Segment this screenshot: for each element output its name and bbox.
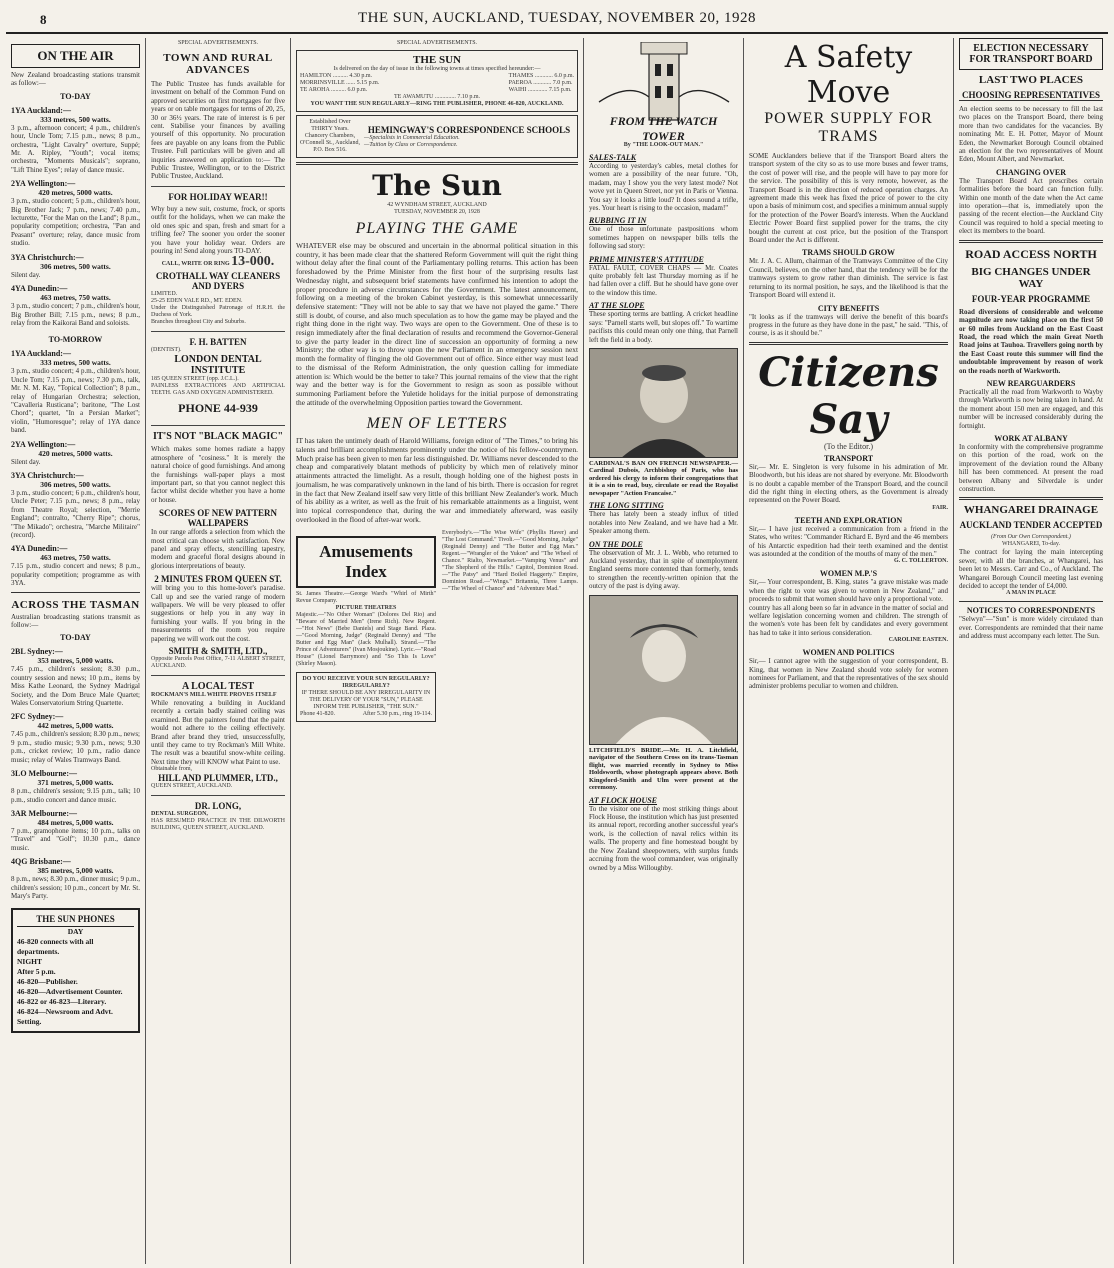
do-you-receive: DO YOU RECEIVE YOUR SUN REGULARLY? IRREGULARLY? xyxy=(302,676,430,690)
station-programme: 3 p.m., studio concert; 7 p.m., children's hour, Big Brother Bill; 7.15 p.m., news; 8 p.m., relay from the Kaikorai Band and soloists. xyxy=(11,302,140,327)
wt-section-text: One of those unfortunate pastpositions whom sometimes happen on newspaper bills tells the following sad story: xyxy=(589,225,738,251)
election-headline: ELECTION NECESSARY FOR TRANSPORT BOARD xyxy=(959,38,1103,70)
station-name: 2YA Wellington:— xyxy=(11,179,76,189)
road-p4: Practically all the road from Warkworth to Wayby through Warkworth is now being taken in hand. At the moment about 150 men are engaged, and this number will be increased considerably during the fortnight. xyxy=(959,387,1103,430)
road-p5: In conformity with the comprehensive programme on this portion of the road, work on the improvement of the deviation round the Albany hill has been commenced. At present the road between Albany and Silverdale is under construction. xyxy=(959,442,1103,493)
station-programme: 8 p.m., news; 8.30 p.m., dinner music; 9 p.m., children's session; 10 p.m., concert by Mr. St. Mary's Party. xyxy=(11,875,140,900)
tender-accepted: AUCKLAND TENDER ACCEPTED xyxy=(959,520,1103,531)
sun-phones-line: 46-824—Newsroom and Advt. Setting. xyxy=(17,1007,113,1027)
hill-plummer-address: QUEEN STREET, AUCKLAND. xyxy=(151,783,233,790)
theatres-right: Everybody's.—"The Wise Wife" (Phyllis Haver) and "The Lost Command." Tivoli.—"Good Morning, Judge" (Reginald Denny) and "The Butter and Egg Man." Regent.—"Wrangler of the Yukon" and "The Wheel of Chance." Rialto, Newmarket.—"Vamping Venus" and "The Shepherd of the Hills." Capitol, Dominion Road.—"The Patsy" and "Hard Boiled Haggerty." Empire, Dominion Road.—"Wings." Britannia, Three Lamps.—"The Wheel of Chance" and "Adventure Mad." xyxy=(442,530,578,593)
page-number: 8 xyxy=(40,12,47,27)
batten-services: PAINLESS EXTRACTIONS AND ARTIFICIAL TEETH. GAS AND OXYGEN ADMINISTERED. xyxy=(151,383,285,397)
te-awamutu: TE AWAMUTU .............. 7.10 p.m. xyxy=(393,94,480,100)
transport-body: Sir,— Mr. E. Singleton is very fulsome in his admiration of Mr. Bloodworth, but his ideas are not shared by everyone. Mr. Bloodworth is no doubt a capable member of the Transport Board, and the council did the right thing in electing others, as the Government is already represented on the Power Board. xyxy=(749,462,948,505)
wt-section-text: There has lately been a steady influx of titled notables into New Zealand, and we have had a Mr. Speaker among them. xyxy=(589,510,738,536)
sun-phones-line: 46-822 or 46-823—Literary. xyxy=(17,997,107,1007)
sun-logo: The Sun xyxy=(372,169,502,202)
citizens-sub: (To the Editor.) xyxy=(824,441,873,451)
station-programme: Silent day. xyxy=(11,457,41,466)
special-ads-header: SPECIAL ADVERTISEMENTS. xyxy=(177,40,259,46)
bride-caption: LITCHFIELD'S BRIDE.—Mr. H. A. Litchfield, navigator of the Southern Cross on its trans-Tasman flight, was married recently in Sydney to Miss Holdsworth, whose photograph appears above. Both Kingsford-Smith and Ulm were present at the ceremony. xyxy=(589,746,738,792)
batten-phone: PHONE 44-939 xyxy=(178,401,258,416)
city-benefits-body: "It looks as if the tramways will derive the benefit of this board's progress in the future as they have done in the past," he said. "This, of course, is as it should be." xyxy=(749,312,948,338)
amusements-right xyxy=(442,530,578,668)
station-name: 3AR Melbourne:— xyxy=(11,808,77,818)
holiday-branches: Branches throughout City and Suburbs. xyxy=(151,319,246,326)
sun-address: 42 WYNDHAM STREET, AUCKLAND xyxy=(387,202,487,208)
hemingway-lines xyxy=(364,135,574,149)
black-magic-text: Which makes some homes radiate a happy atmosphere of "cosiness." It is merely the natural choice of good furnishings. And among the furnishings wall-paper plays a most important part, so that you cannot neglect this factor whilst decide whether you have a home or house. xyxy=(151,445,285,504)
cardinal-photo xyxy=(589,348,738,458)
black-magic-title2: SCORES OF NEW PATTERN WALLPAPERS xyxy=(159,508,277,529)
station-watts: 385 metres, 5,000 watts. xyxy=(37,866,114,876)
tasman-intro: Australian broadcasting stations transmit as follow:— xyxy=(11,612,140,630)
holiday-text: Why buy a new suit, costume, frock, or sports outfit for the holidays, when we can make the old ones spic and span, fresh and smart for a trifling fee? The sooner you order the sooner you have your holiday wear. Orders are pouring in! Send along yours TO-DAY. xyxy=(151,204,285,255)
town-rural-text: The Public Trustee has funds available for investment on behalf of the Common Fund on approved securities on first mortgages for five years or on table mortgages for terms of 20, 25, 30 or 36½ years. The rate of interest is 6 per cent. Stabilise your finances by availing yourself of this opportunity. No procuration fees are payable on any loans from the Public Trustee. Full particulars will be given and all inquiries answered on application to:— The Public Trustee, Wellington, or to the District Public Trustee, Auckland. xyxy=(151,80,285,181)
batten-address: 185 QUEEN STREET (opp. J.C.L.). xyxy=(151,376,239,383)
tasman-today: TO-DAY xyxy=(60,633,91,643)
station-watts: 306 metres, 500 watts. xyxy=(40,261,111,271)
hemingway-line: —Specialists in Commercial Education. xyxy=(364,134,460,141)
radio-column xyxy=(6,38,146,1264)
station-name: 2YA Wellington:— xyxy=(11,439,76,449)
town-time: HAMILTON .......... 4.30 p.m. xyxy=(300,73,373,79)
masthead xyxy=(6,4,1108,34)
towns-left xyxy=(300,73,379,94)
wt-section-text: The observation of Mr. J. L. Webb, who returned to Auckland yesterday, that in spite of unemployment England seems more contented than formerly, tends to strengthen the recently-written opinion that the outcry of the past is dying away. xyxy=(589,548,738,591)
wt-section-text: To the visitor one of the most striking things about Flock House, the institution which has just presented its annual report, recording another successful year's work, is the collection of naval relics within its walls. The property and fine homestead bought by the New Zealand sheepowners, with surplus funds accruing from the wool commandeer, was originally owned by a Miss Willoughby. xyxy=(589,804,738,872)
wt-section-sales xyxy=(589,153,738,212)
whangarei-today: WHANGAREI, To-day. xyxy=(1002,541,1060,548)
wt-section-heading: AT FLOCK HOUSE xyxy=(589,795,658,805)
last-two-places: LAST TWO PLACES xyxy=(978,74,1084,86)
theatres-left: Majestic.—"No Other Woman" (Dolores Del Rio) and "Beware of Married Men" (Irene Rich). New Regent.—"Hot News" (Bebe Daniels) and Stage Band. Plaza.—"Good Morning, Judge" (Reginald Denny) and "The Butter and Egg Man" (Jack Mulhall). Strand.—"The Prince of Adventurers" (Ivan Mosjoukine). Lyric.—"Road House" (Lionel Barrymore) and "So This Is Love" (Shirley Mason). xyxy=(296,612,436,668)
wt-section-text: These sporting terms are battling. A cricket headline says: "Parnell starts well, but slopes off." To wartime pacifists this could mean only one thing, that Parnell left the field in a body. xyxy=(589,310,738,344)
wt-section-text: According to yesterday's cables, metal clothes for women are a possibility of the near future. "Oh, madam, may I show you the very latest mode? Not wove yet in Queen Street, nor yet in Paris or Vienna. You say it looks a little loud? It does sound a trifle, yes. Your heart is rising to the occasion, madam!" xyxy=(589,162,738,213)
editorial-column xyxy=(291,38,584,1264)
leader-body: WHATEVER else may be obscured and uncertain in the abnormal political situation in this country, it has been made clear that the shattered Reform Government will quit the right thing without delay after the final count of the Parliamentary polling returns. This action has been foreshadowed by the Prime Minister from the first hour of the surprising results last Wednesday night, and subsequent brief statements have confirmed his intention to adopt the proper procedure in adverse circumstances for the Government. The latest announcement, following on a meeting of the broken Cabinet yesterday, is this somewhat unnecessarily defensive statement: "They will not be able to say that we have not played the game." There still is doubt, of course, and also much speculation as to how the game may be played and the right thing done in the right way. Two ways are open to the Government. One of these is to resign immediately after the final declaration of results and recommend the Governor-General to give the party leader in the direct line of succession an opportunity of forming a new Ministry; the other way is to throw upon the new Parliament in an emergency session next month the formality of flinging the old Government out of office. Since either way must lead to the dismissal of the Reform Administration, the only question calling for immediate attention is: Which would be the better to take? This journal remains of the view that the right way and the better way is for the Government to resign as soon as possible without summoning Parliament before the Yuletide holidays for the initial purpose of demonstrating the attitude of the overwhelming Opposition parties toward the Government. xyxy=(296,241,578,407)
four-year: FOUR-YEAR PROGRAMME xyxy=(971,293,1091,304)
dr-long-ad xyxy=(151,796,285,837)
station-watts: 463 metres, 750 watts. xyxy=(40,293,111,303)
country-sign: CAROLINE EASTEN. xyxy=(888,637,948,644)
cardinal-caption: CARDINAL'S BAN ON FRENCH NEWSPAPER.—Cardinal Dubois, Archbishop of Paris, who has ordered his clergy to inform their congregations that it is a sin to read, buy, circulate or read the Royalist newspaper "Action Francaise." xyxy=(589,459,738,497)
batten-name: F. H. BATTEN xyxy=(189,337,247,348)
dr-long-text: HAS RESUMED PRACTICE IN THE DILWORTH BUILDING, QUEEN STREET, AUCKLAND. xyxy=(151,818,285,832)
wt-section-heading: AT THE SLOPE xyxy=(589,301,645,311)
man-in-place: A MAN IN PLACE xyxy=(1006,590,1056,597)
new-rearguarders: NEW REARGUARDERS xyxy=(986,378,1076,388)
trams-grow-head: TRAMS SHOULD GROW xyxy=(802,248,895,258)
mps-head: WOMEN M.P.'S xyxy=(819,569,878,579)
road-access-north: ROAD ACCESS NORTH xyxy=(965,246,1097,261)
sun-want: YOU WANT THE SUN REGULARLY—RING THE PUBLISHER, PHONE 46-820, AUCKLAND. xyxy=(310,101,564,107)
station-watts: 420 metres, 5000 watts. xyxy=(38,448,113,458)
station-watts: 333 metres, 500 watts. xyxy=(40,114,111,124)
wt-section-sitting xyxy=(589,501,738,535)
bride-portrait-icon xyxy=(590,596,738,745)
wt-section-heading: SALES-TALK xyxy=(589,153,637,162)
station-name: 2FC Sydney:— xyxy=(11,712,64,722)
station-name: 4YA Dunedin:— xyxy=(11,544,68,554)
station-watts: 463 metres, 750 watts. xyxy=(40,553,111,563)
hemingway-right xyxy=(364,125,574,149)
station-watts: 306 metres, 500 watts. xyxy=(40,479,111,489)
station-programme: 3 p.m., studio concert; 5 p.m., children's hour, Big Brother Jack; 7 p.m., news; 7.40 p.m., lecturette, "For the Man on the Land"; 8 p.m., popularity competition; orchestra, "Pan and Peasant" overture; relay, dance music from studio. xyxy=(11,197,140,248)
ads-column xyxy=(146,38,291,1264)
wt-section-slope xyxy=(589,301,738,344)
radio-tomorrow: TO-MORROW xyxy=(48,335,103,345)
sun-delivery-title: THE SUN xyxy=(413,54,461,66)
hemingway-left-line: Established Over THIRTY Years. xyxy=(309,119,351,132)
wt-section-text: FATAL FAULT, COVER CHAPS — Mr. Coates quite probably felt last Thursday morning as if he had fallen over a cliff. But he should have gone over to the window this time. xyxy=(589,263,738,297)
town-time: PAEROA ............ 7.0 p.m. xyxy=(508,80,573,86)
hemingway-left xyxy=(300,119,360,154)
watch-tower-logo xyxy=(589,42,738,142)
whangarei-drainage: WHANGAREI DRAINAGE xyxy=(963,504,1099,517)
mps-body: Sir,— Your correspondent, B. King, states "a grave mistake was made when the right to vote was given to women in New Zealand," and proceeds to submit that women should have only a proportional vote. xyxy=(749,578,948,604)
wt-section-heading: THE LONG SITTING xyxy=(589,501,664,511)
black-magic-text2: In our range affords a selection from which the most critical can choose with satisfaction. New panel and spray effects, stencilling tapestry, modern and graceful floral designs abound in glorious interpretations of beauty. xyxy=(151,528,285,570)
station-name: 4QG Brisbane:— xyxy=(11,857,71,867)
tasman-heading: ACROSS THE TASMAN xyxy=(11,598,140,611)
station-programme: 7.15 p.m., studio concert and news; 8 p.m., popularity competition; programme as with 3YA. xyxy=(11,562,140,588)
sun-phones-line: NIGHT xyxy=(17,957,43,967)
station-name: 3YA Christchurch:— xyxy=(11,470,84,480)
big-changes: BIG CHANGES UNDER WAY xyxy=(971,265,1091,290)
town-time: TE AROHA .......... 6.0 p.m. xyxy=(300,87,368,93)
black-magic-ad xyxy=(151,426,285,676)
men-of-letters-body: IT has taken the untimely death of Harold Williams, foreign editor of "The Times," to bring his talents and brilliant accomplishments prominently under the notice of his fellow-countrymen. Much praise has been given to men far less distinguished. Dr. Williams never descended to the cheap and comparatively blatant methods of publicity by which men of relatively minor attainments attracted the limelight. As a result, though holding one of the highest posts in journalism, he was comparatively unknown in the land of his birth. There is occasion for regret in the fact that New Zealand itself saw very little of this brilliant New Zealander's work. Much of his ability as a writer, as well as the fruit of his remarkable attainments as a linguist, went into topical correspondence that, during the war and immediately afterward, was easily overlooked in the flood of after-war work. xyxy=(296,436,578,524)
watch-tower-column xyxy=(584,38,744,1264)
notices-p7: "Selwyn"—"Sun" is more widely circulated than ever. Correspondents are reminded that their name and address must accompany each letter. The Sun. xyxy=(959,615,1103,641)
masthead-title: THE SUN, AUCKLAND, TUESDAY, NOVEMBER 20, 1928 xyxy=(357,10,757,26)
delivery-text: IF THERE SHOULD BE ANY IRREGULARITY IN THE DELIVERY OF YOUR "SUN," PLEASE INFORM THE PUBLISHER, "THE SUN." xyxy=(301,690,431,711)
station-name: 1YA Auckland:— xyxy=(11,349,71,359)
watch-tower-byline: By "THE LOOK-OUT MAN." xyxy=(623,142,704,148)
hemingway-ad xyxy=(296,115,578,158)
amusements-row xyxy=(296,530,578,668)
smith-company: SMITH & SMITH, LTD., xyxy=(168,646,268,657)
station-programme: 3 p.m., studio concert; 6 p.m., children's hour, Uncle Peter; 7.15 p.m., news; 8 p.m., relay from Theatre Royal; selection, "Merrie England"; contralto, "Cherry Ripe"; chorus, "The Mikado"; orchestra, "Marche Militaire" (record). xyxy=(11,488,140,539)
station-watts: 420 metres, 5000 watts. xyxy=(38,188,113,198)
station-watts: 442 metres, 5,000 watts. xyxy=(37,721,114,731)
station-programme: Silent day. xyxy=(11,270,41,279)
holiday-title: FOR HOLIDAY WEAR!! xyxy=(168,191,268,202)
station-programme: 7.45 p.m., children's session; 8.30 p.m., news; 9 p.m., studio music; 9.30 p.m., news; 9.30 p.m., cricket review; 10 p.m., radio dance music; relay of Wales Tramways Band. xyxy=(11,730,140,764)
station-programme: 3 p.m., studio concert; 4 p.m., children's hour, Uncle Tom; 7.15 p.m., news; 7.30 p.m., talk, Mr. N. M. Kay, "Topical Collection"; 8 p.m., relay of Hungarian Orchestra; selection, "Cavalleria Rusticana"; baritone, "The Lost Chord"; quartet, "In a Persian Market"; violin, "Humoresque"; relay of 1YA dance band. xyxy=(11,367,140,435)
station-watts: 371 metres, 5,000 watts. xyxy=(37,778,114,788)
station-watts: 353 metres, 5,000 watts. xyxy=(37,656,114,666)
sun-phones-line: 46-820—Advertisement Counter. xyxy=(17,987,123,997)
batten-institute: LONDON DENTAL INSTITUTE xyxy=(174,354,262,377)
town-time: THAMES ............ 6.0 p.m. xyxy=(508,73,574,79)
station-name: 3LO Melbourne:— xyxy=(11,769,77,779)
transport-sign: FAIR. xyxy=(932,504,948,511)
hemingway-title: HEMINGWAY'S CORRESPONDENCE SCHOOLS xyxy=(367,124,571,135)
station-programme: 3 p.m., afternoon concert; 4 p.m., children's hour, Uncle Tom; 7.15 p.m., news; 8 p.m., orchestra, "Light Cavalry" overture, Suppé; Mr. A. Ripley, "Youth"; vocal items; orchestra, "Moments Musicals"; soprano, "Lift Thine Eyes"; relay of dance music. xyxy=(11,123,140,174)
election-p1: An election seems to be necessary to fill the last two places on the Transport Board, there being more than two candidates for the vacancies. By nominating Mr. E. H. Potter, Mayor of Mount Eden, the Newmarket Borough Council obtained an election for the two representatives of Mount Eden, Mount Albert, and Newmarket. xyxy=(959,105,1103,164)
transport-head: TRANSPORT xyxy=(823,453,874,463)
station-name: 4YA Dunedin:— xyxy=(11,284,68,294)
safety-title: A Safety Move xyxy=(784,40,913,110)
station-watts: 333 metres, 500 watts. xyxy=(40,358,111,368)
local-test-sub: ROCKMAN'S MILL WHITE PROVES ITSELF xyxy=(151,692,277,699)
sun-delivery-box xyxy=(296,50,578,112)
sun-date: TUESDAY, NOVEMBER 20, 1928 xyxy=(394,209,480,215)
radio-heading: ON THE AIR xyxy=(11,44,140,68)
black-magic-title: IT'S NOT "BLACK MAGIC" xyxy=(152,431,284,443)
holiday-patronage: Under the Distinguished Patronage of H.R.H. the Duchess of York. xyxy=(151,305,285,319)
work-albany: WORK AT ALBANY xyxy=(994,433,1068,443)
radio-today: TO-DAY xyxy=(60,91,91,101)
station-name: 1YA Auckland:— xyxy=(11,105,71,115)
holiday-limited: LIMITED. xyxy=(151,291,178,298)
news-column xyxy=(954,38,1108,1264)
dr-long-title: DR. LONG, xyxy=(194,801,242,812)
sun-phones-title: THE SUN PHONES xyxy=(17,914,134,927)
station-name: 3YA Christchurch:— xyxy=(11,252,84,262)
town-time: MORRINSVILLE ...... 5.15 p.m. xyxy=(300,80,380,86)
teeth-head: TEETH AND EXPLORATION xyxy=(794,515,903,525)
smith-address: Opposite Parcels Post Office, 7-11 ALBERT STREET, AUCKLAND. xyxy=(151,656,285,670)
country-body: country has all along been so far in advance in the matter of social and welfare legislation concerning women and children. The strength of the women's vote has been felt by candidates and every government has had to take it into serious consideration. xyxy=(749,603,948,637)
sun-phones-line: 46-820—Publisher. xyxy=(17,977,78,987)
towns-right xyxy=(509,73,574,94)
citizens-title: Citizens Say xyxy=(758,348,939,443)
election-p2: The Transport Board Act prescribes certain formalities before the board can function fully. Within one month of the date when the Act came into operation—that is, immediately upon the passing of the recent election—the Auckland City Council was required to hold a special meeting to elect its members to the board. xyxy=(959,176,1103,236)
teeth-sign: G. C. TOLLERTON. xyxy=(894,558,948,565)
town-rural-title: TOWN AND RURAL ADVANCES xyxy=(163,52,273,76)
choosing-reps: CHOOSING REPRESENTATIVES xyxy=(959,90,1103,101)
local-test-obtain: Obtainable from, xyxy=(151,766,192,773)
local-test-ad xyxy=(151,676,285,796)
road-p3: Road diversions of considerable and welcome magnitude are now taking place on the first 50 or 60 miles from Auckland on the East Coast Road, the road which the main Great North Road joins at Tauhoa. Travellers going north by the East Coast route this summer will find the undoubtable improvement by reason of work on the roads north of Warkworth. xyxy=(959,307,1103,375)
wt-section-rubbing xyxy=(589,216,738,250)
women-politics-body: Sir,— I cannot agree with the suggestion of your correspondent, B. King, that women in New Zealand should vote solely for women nominees for Parliament, and that the representatives of the sex should administer problems peculiar to women and children. xyxy=(749,657,948,691)
sun-phones-lines xyxy=(17,937,134,1027)
cardinal-portrait-icon xyxy=(590,349,738,458)
dr-long-sub: DENTAL SURGEON, xyxy=(151,811,208,818)
sun-phones-line: 46-820 connects with all departments. xyxy=(17,937,94,957)
picture-theatres: PICTURE THEATRES xyxy=(335,605,397,612)
trams-grow-body: Mr. J. A. C. Allum, chairman of the Tramways Committee of the City Council, believes, on the other hand, that the tendency will be for the tramways system to grow rather than diminish. The service is fast returning to its normal position, he says, and the likelihood is that the Transport Board will extend it. xyxy=(749,257,948,300)
holiday-call: CALL, WRITE OR RING 13-000. xyxy=(161,254,275,270)
town-rural-ad xyxy=(151,47,285,187)
local-test-title: A LOCAL TEST xyxy=(181,681,255,693)
bride-photo xyxy=(589,595,738,745)
station-watts: 484 metres, 5,000 watts. xyxy=(37,817,114,827)
sun-delivery-intro: Is delivered on the day of issue in the following towns at times specified hereunder:— xyxy=(333,66,541,72)
batten-ad xyxy=(151,332,285,426)
tasman-list xyxy=(11,647,140,900)
notices-head: NOTICES TO CORRESPONDENTS xyxy=(966,606,1096,616)
women-politics-head: WOMEN AND POLITICS xyxy=(802,648,895,658)
station-programme: 7.45 p.m., children's session; 8.30 p.m., country session and news; 10 p.m., items by Miss Kathe Leonard, the Sydney Madrigal Society, and the Dom Bruce Male Quartet; Wales Conservatorium String Quartette. xyxy=(11,665,140,708)
station-name: 2BL Sydney:— xyxy=(11,647,63,657)
wt-section-pm xyxy=(589,255,738,298)
local-test-text: While renovating a building in Auckland recently a certain badly stained ceiling was examined. But the painters found that the paint would not adhere to the ceiling effectively. Brand after brand they tried, unsuccessfully, until they came to try Rockman's Mill White. The result was a beautiful snow-white ceiling. Next time they will KNOW what Paint to use. xyxy=(151,699,285,766)
changing-over: CHANGING OVER xyxy=(995,167,1066,177)
safety-body: SOME Aucklanders believe that if the Transport Board alters the transport system of the city so as to use more buses and fewer trams, the cost of power will rise, and the people will have to pay more for the service. The possibility of this is very remote, however, as the Transport Board is in the direction of reduced operation charges. An agreement made this week has fixed the price of power to the city upon a basis of minimum cost, and specifies a minimum annual supply for the protection of the Power Board's interests. When the Auckland Electric Power Board first supplied power for the trams, the city bought the current at cost price, but the position of the Transport Board under the Act is different. xyxy=(749,152,948,245)
radio-intro: New Zealand broadcasting stations transmit as follow:— xyxy=(11,71,140,88)
sun-delivery-towns xyxy=(300,73,574,94)
men-of-letters-title: MEN OF LETTERS xyxy=(366,415,508,433)
black-magic-title3: 2 MINUTES FROM QUEEN ST. xyxy=(154,574,282,585)
hemingway-line: —Tuition by Class or Correspondence. xyxy=(364,141,458,148)
safety-column xyxy=(744,38,954,1264)
sun-phones-box xyxy=(11,908,140,1033)
black-magic-text3: will bring you to this home-lover's paradise. Call up and see the varied range of modern wallpapers. We will be very pleased to offer suggestions or help you in any way in furnishing your walls. If you bring in the measurements of the room you require papering we will work out the cost. xyxy=(151,584,285,643)
wt-section-flock xyxy=(589,796,738,872)
town-time: WAIHI ............. 7.15 p.m. xyxy=(508,87,572,93)
watch-tower-title: FROM THE WATCH TOWER xyxy=(609,114,718,143)
holiday-company: CROTHALL WAY CLEANERS AND DYERS xyxy=(155,271,281,292)
amusements-title: Amusements Index xyxy=(296,536,436,588)
station-programme: 7 p.m., gramophone items; 10 p.m., talks on "Travel" and "Golf"; 10.30 p.m., dance music. xyxy=(11,826,140,852)
batten-role: (DENTIST). xyxy=(151,347,182,354)
holiday-address: 25-25 EDEN VALE RD., MT. EDEN. xyxy=(151,298,243,305)
safety-sub: POWER SUPPLY FOR TRAMS xyxy=(764,110,933,145)
teeth-body: Sir,— I have just received a communication from a friend in the States, who writes: "Commander Richard E. Byrd and the 46 members of his Antarctic expedition had their teeth examined and the dentist was astounded at the condition of the mouths of many of the men." xyxy=(749,524,948,558)
own-correspondent: (From Our Own Correspondent.) xyxy=(991,534,1071,541)
radio-tomorrow-list xyxy=(11,349,140,587)
leader-title: PLAYING THE GAME xyxy=(355,220,519,237)
city-benefits-head: CITY BENEFITS xyxy=(817,303,880,313)
whangarei-p6: The contract for laying the main intercepting sewer, with all the branches, at Whangarei, has been let to Messrs. Carr and Co., of Auckland. The Whangarei Borough Council meeting last evening decided to accept the tender of £4,000. xyxy=(959,548,1103,591)
delivery-phones: Phone 41-820. After 5.30 p.m., ring 19-114. xyxy=(300,711,432,718)
delivery-box xyxy=(296,672,436,722)
wt-section-heading: ON THE DOLE xyxy=(589,539,643,549)
wt-section-heading: RUBBING IT IN xyxy=(589,216,647,226)
hemingway-left-line: Chancery Chambers, O'Connell St., Auckland, P.O. Box 516. xyxy=(300,133,360,153)
special-ads-header-2: SPECIAL ADVERTISEMENTS. xyxy=(396,40,478,46)
amusements-left xyxy=(296,530,436,668)
radio-today-list xyxy=(11,106,140,328)
holiday-ad xyxy=(151,187,285,332)
wt-section-heading: PRIME MINISTER'S ATTITUDE xyxy=(589,254,704,264)
station-programme: 8 p.m., children's session; 9.15 p.m., talk; 10 p.m., studio concert and dance music. xyxy=(11,787,140,804)
hill-plummer: HILL AND PLUMMER, LTD., xyxy=(158,773,278,784)
sun-phones-day: DAY xyxy=(67,927,84,937)
wt-section-dole xyxy=(589,540,738,591)
st-james: St. James Theatre.—George Ward's "Whirl of Mirth" Revue Company. xyxy=(296,591,436,605)
sun-phones-line: After 5 p.m. xyxy=(17,967,56,977)
